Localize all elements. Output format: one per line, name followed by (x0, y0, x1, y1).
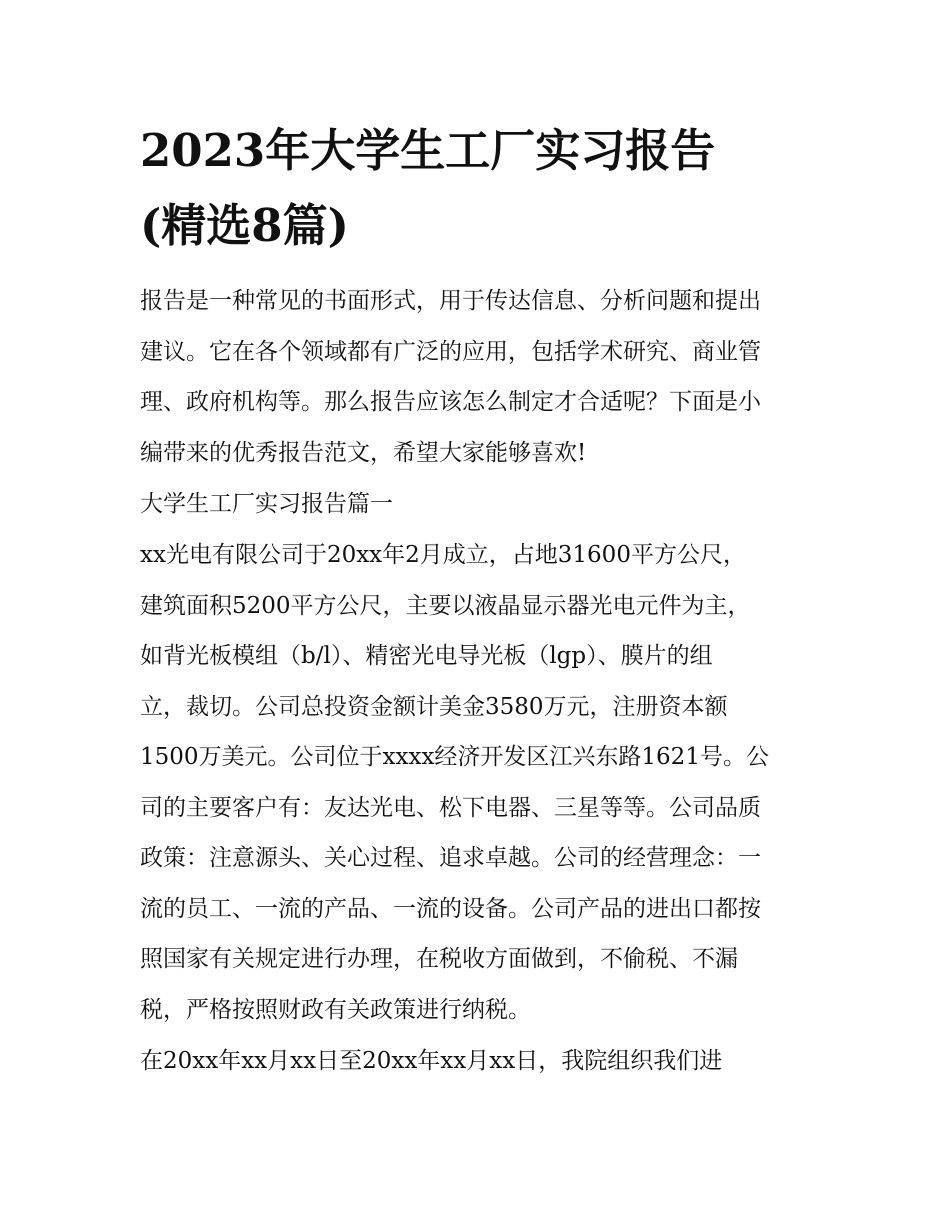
section-line: 照国家有关规定进行办理，在税收方面做到，不偷税、不漏 (140, 946, 738, 972)
title-line-2: (精选8篇) (140, 199, 349, 252)
section-line: 政策：注意源头、关心过程、追求卓越。公司的经营理念：一 (140, 845, 761, 871)
document-title (140, 113, 820, 263)
section-line: 立，裁切。公司总投资金额计美金3580万元，注册资本额 (140, 693, 728, 720)
section-line: 司的主要客户有：友达光电、松下电器、三星等等。公司品质 (140, 794, 761, 821)
section-line: 建筑面积5200平方公尺，主要以液晶显示器光电元件为主， (140, 592, 751, 619)
section-line: 税，严格按照财政有关政策进行纳税。 (140, 996, 531, 1023)
section-line: xx光电有限公司于20xx年2月成立，占地31600平方公尺， (140, 542, 746, 568)
closing-line: 在20xx年xx月xx日至20xx年xx月xx日，我院组织我们进 (140, 1048, 723, 1074)
section-line: 流的员工、一流的产品、一流的设备。公司产品的进出口都按 (140, 895, 761, 922)
closing-paragraph (140, 1036, 830, 1087)
intro-paragraph (140, 276, 830, 478)
section-heading (140, 479, 830, 530)
intro-line: 报告是一种常见的书面形式，用于传达信息、分析问题和提出 (140, 288, 761, 314)
intro-line: 建议。它在各个领域都有广泛的应用，包括学术研究、商业管 (140, 338, 761, 365)
section-line: 如背光板模组（b/l）、精密光电导光板（lgp）、膜片的组 (140, 643, 713, 669)
title-line-1: 2023年大学生工厂实习报告 (140, 124, 716, 177)
section-heading-text: 大学生工厂实习报告篇一 (140, 491, 393, 517)
intro-line: 理、政府机构等。那么报告应该怎么制定才合适呢？下面是小 (140, 389, 761, 415)
section-line: 1500万美元。公司位于xxxx经济开发区江兴东路1621号。公 (140, 744, 769, 770)
section-paragraph (140, 530, 830, 1035)
intro-line: 编带来的优秀报告范文，希望大家能够喜欢! (140, 439, 587, 466)
